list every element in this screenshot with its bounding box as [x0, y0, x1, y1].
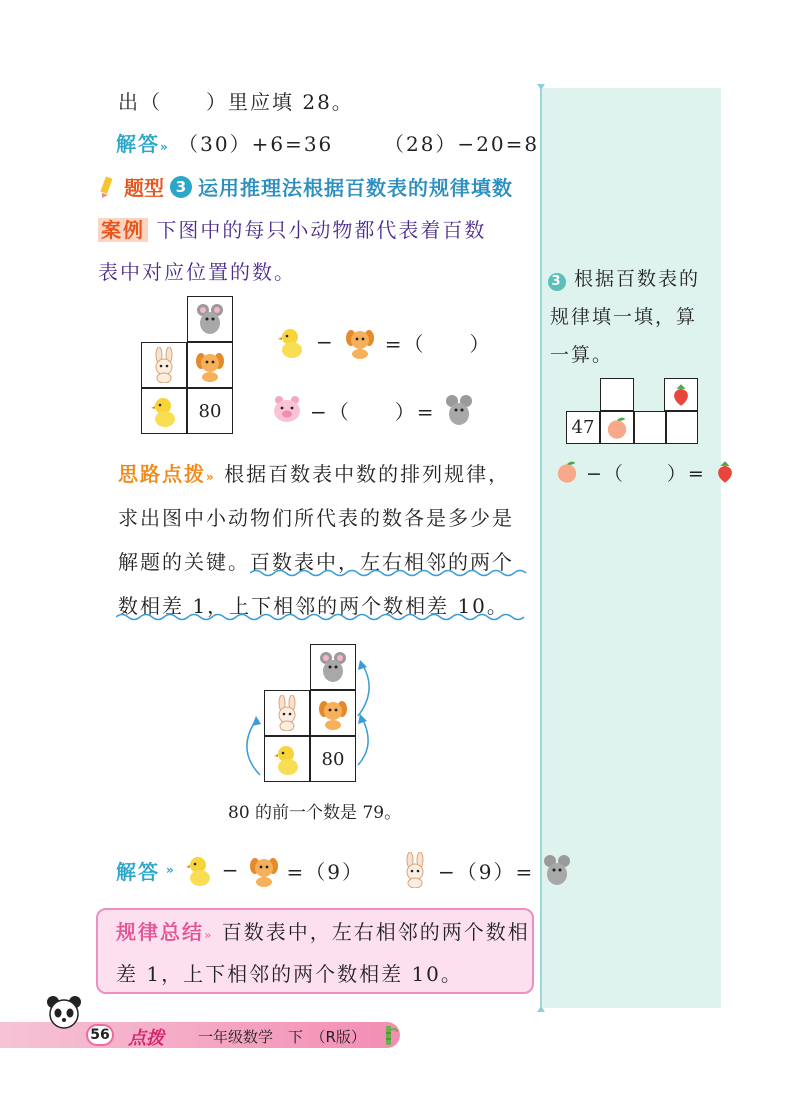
summary-line-2: 差 1，上下相邻的两个数相差 10。 — [116, 962, 463, 986]
dog-icon — [193, 347, 227, 383]
hint-line-1: 思路点拨» 根据百数表中数的排列规律， — [118, 462, 511, 486]
answer-2: 解答 » − =（9） −（9）= — [116, 852, 574, 888]
answer-2-eq-2: −（9）= — [438, 859, 535, 884]
pencil-icon — [96, 175, 118, 199]
section-title: 运用推理法根据百数表的规律填数 — [198, 176, 513, 200]
wavy-underline-2 — [116, 612, 534, 622]
mouse-icon — [540, 852, 574, 888]
side-line-3: 一算。 — [550, 344, 614, 366]
section-number: 3 — [170, 176, 192, 198]
rabbit-icon — [398, 852, 432, 888]
hint-line-4: 数相差 1，上下相邻的两个数相差 10。 — [118, 594, 509, 618]
grid2-caption: 80 的前一个数是 79。 — [228, 803, 402, 823]
mouse-icon — [442, 392, 476, 428]
answer-2-eq-1: =（9） — [286, 859, 365, 884]
grid1-rabbit-cell — [141, 342, 187, 388]
bamboo-icon — [380, 1024, 398, 1046]
side-text-1: 根据百数表的 — [574, 268, 701, 290]
text-line-1: 出（ ）里应填 28。 — [118, 90, 354, 114]
side-grid-cell — [600, 378, 634, 411]
chick-icon — [147, 393, 181, 429]
hint-line-3: 解题的关键。百数表中，左右相邻的两个 — [118, 550, 514, 574]
answer-label-2: 解答 — [116, 859, 160, 884]
example-label: 案例 — [98, 218, 148, 242]
chick-icon — [182, 852, 216, 888]
equation-a — [274, 324, 492, 360]
footer-text: 一年级数学 下 （R版） — [198, 1028, 366, 1046]
wavy-underline-1 — [250, 568, 534, 578]
example-line-2: 表中对应位置的数。 — [98, 260, 296, 284]
side-grid-cell — [634, 411, 666, 444]
strawberry-icon — [668, 381, 694, 409]
rabbit-icon — [147, 347, 181, 383]
hint-text-1: 根据百数表中数的排列规律， — [224, 462, 511, 486]
summary-text-1: 百数表中，左右相邻的两个数相 — [221, 920, 530, 944]
answer-label: 解答 — [116, 132, 160, 156]
grid1-mouse-cell — [187, 296, 233, 342]
grid1-chick-cell — [141, 388, 187, 434]
side-grid-strawberry-cell — [664, 378, 698, 411]
dog-icon — [247, 852, 281, 888]
answer-1: 解答» （30）+6=36 （28）−20=8 — [116, 132, 540, 156]
minus-sign: − — [221, 858, 241, 882]
side-grid-cell — [666, 411, 698, 444]
example-text-1: 下图中的每只小动物都代表着百数 — [156, 218, 487, 242]
equation-b-mid: −（ ）= — [310, 399, 436, 424]
answer-eq-2: （28）−20=8 — [383, 132, 540, 156]
panda-icon — [44, 994, 84, 1034]
side-line-2: 规律填一填，算 — [550, 306, 698, 328]
hint-label: 思路点拨 — [118, 462, 206, 486]
pig-icon — [270, 392, 304, 428]
example-line-1 — [98, 214, 486, 243]
chick-icon — [274, 324, 308, 360]
side-grid-number-cell: 47 — [566, 411, 600, 444]
side-grid-peach-cell — [600, 411, 634, 444]
side-line-1 — [548, 264, 700, 291]
grid1-number-cell: 80 — [187, 388, 233, 434]
peach-icon — [554, 458, 580, 486]
summary-line-1: 规律总结» 百数表中，左右相邻的两个数相 — [116, 920, 530, 944]
strawberry-icon — [712, 458, 738, 486]
side-eq-text: −（ ）= — [586, 462, 706, 485]
summary-label: 规律总结 — [116, 920, 204, 944]
equation-b — [270, 392, 476, 428]
mouse-icon — [193, 301, 227, 337]
section-header — [96, 172, 513, 201]
answer-eq-1: （30）+6=36 — [178, 132, 334, 156]
peach-icon — [604, 414, 630, 442]
grid2-arrows — [230, 650, 380, 790]
page-number: 56 — [86, 1024, 114, 1046]
grid1-dog-cell — [187, 342, 233, 388]
side-equation — [554, 458, 738, 486]
section-badge: 题型 — [124, 176, 164, 200]
minus-sign: − — [316, 330, 335, 354]
equation-a-rhs: =（ ） — [384, 331, 492, 356]
side-number: 3 — [548, 273, 566, 291]
hint-line-2: 求出图中小动物们所代表的数各是多少是 — [118, 506, 514, 530]
grid2-number-cell: 80 — [310, 736, 356, 782]
footer-brand: 点拨 — [128, 1028, 164, 1049]
dog-icon — [343, 324, 377, 360]
